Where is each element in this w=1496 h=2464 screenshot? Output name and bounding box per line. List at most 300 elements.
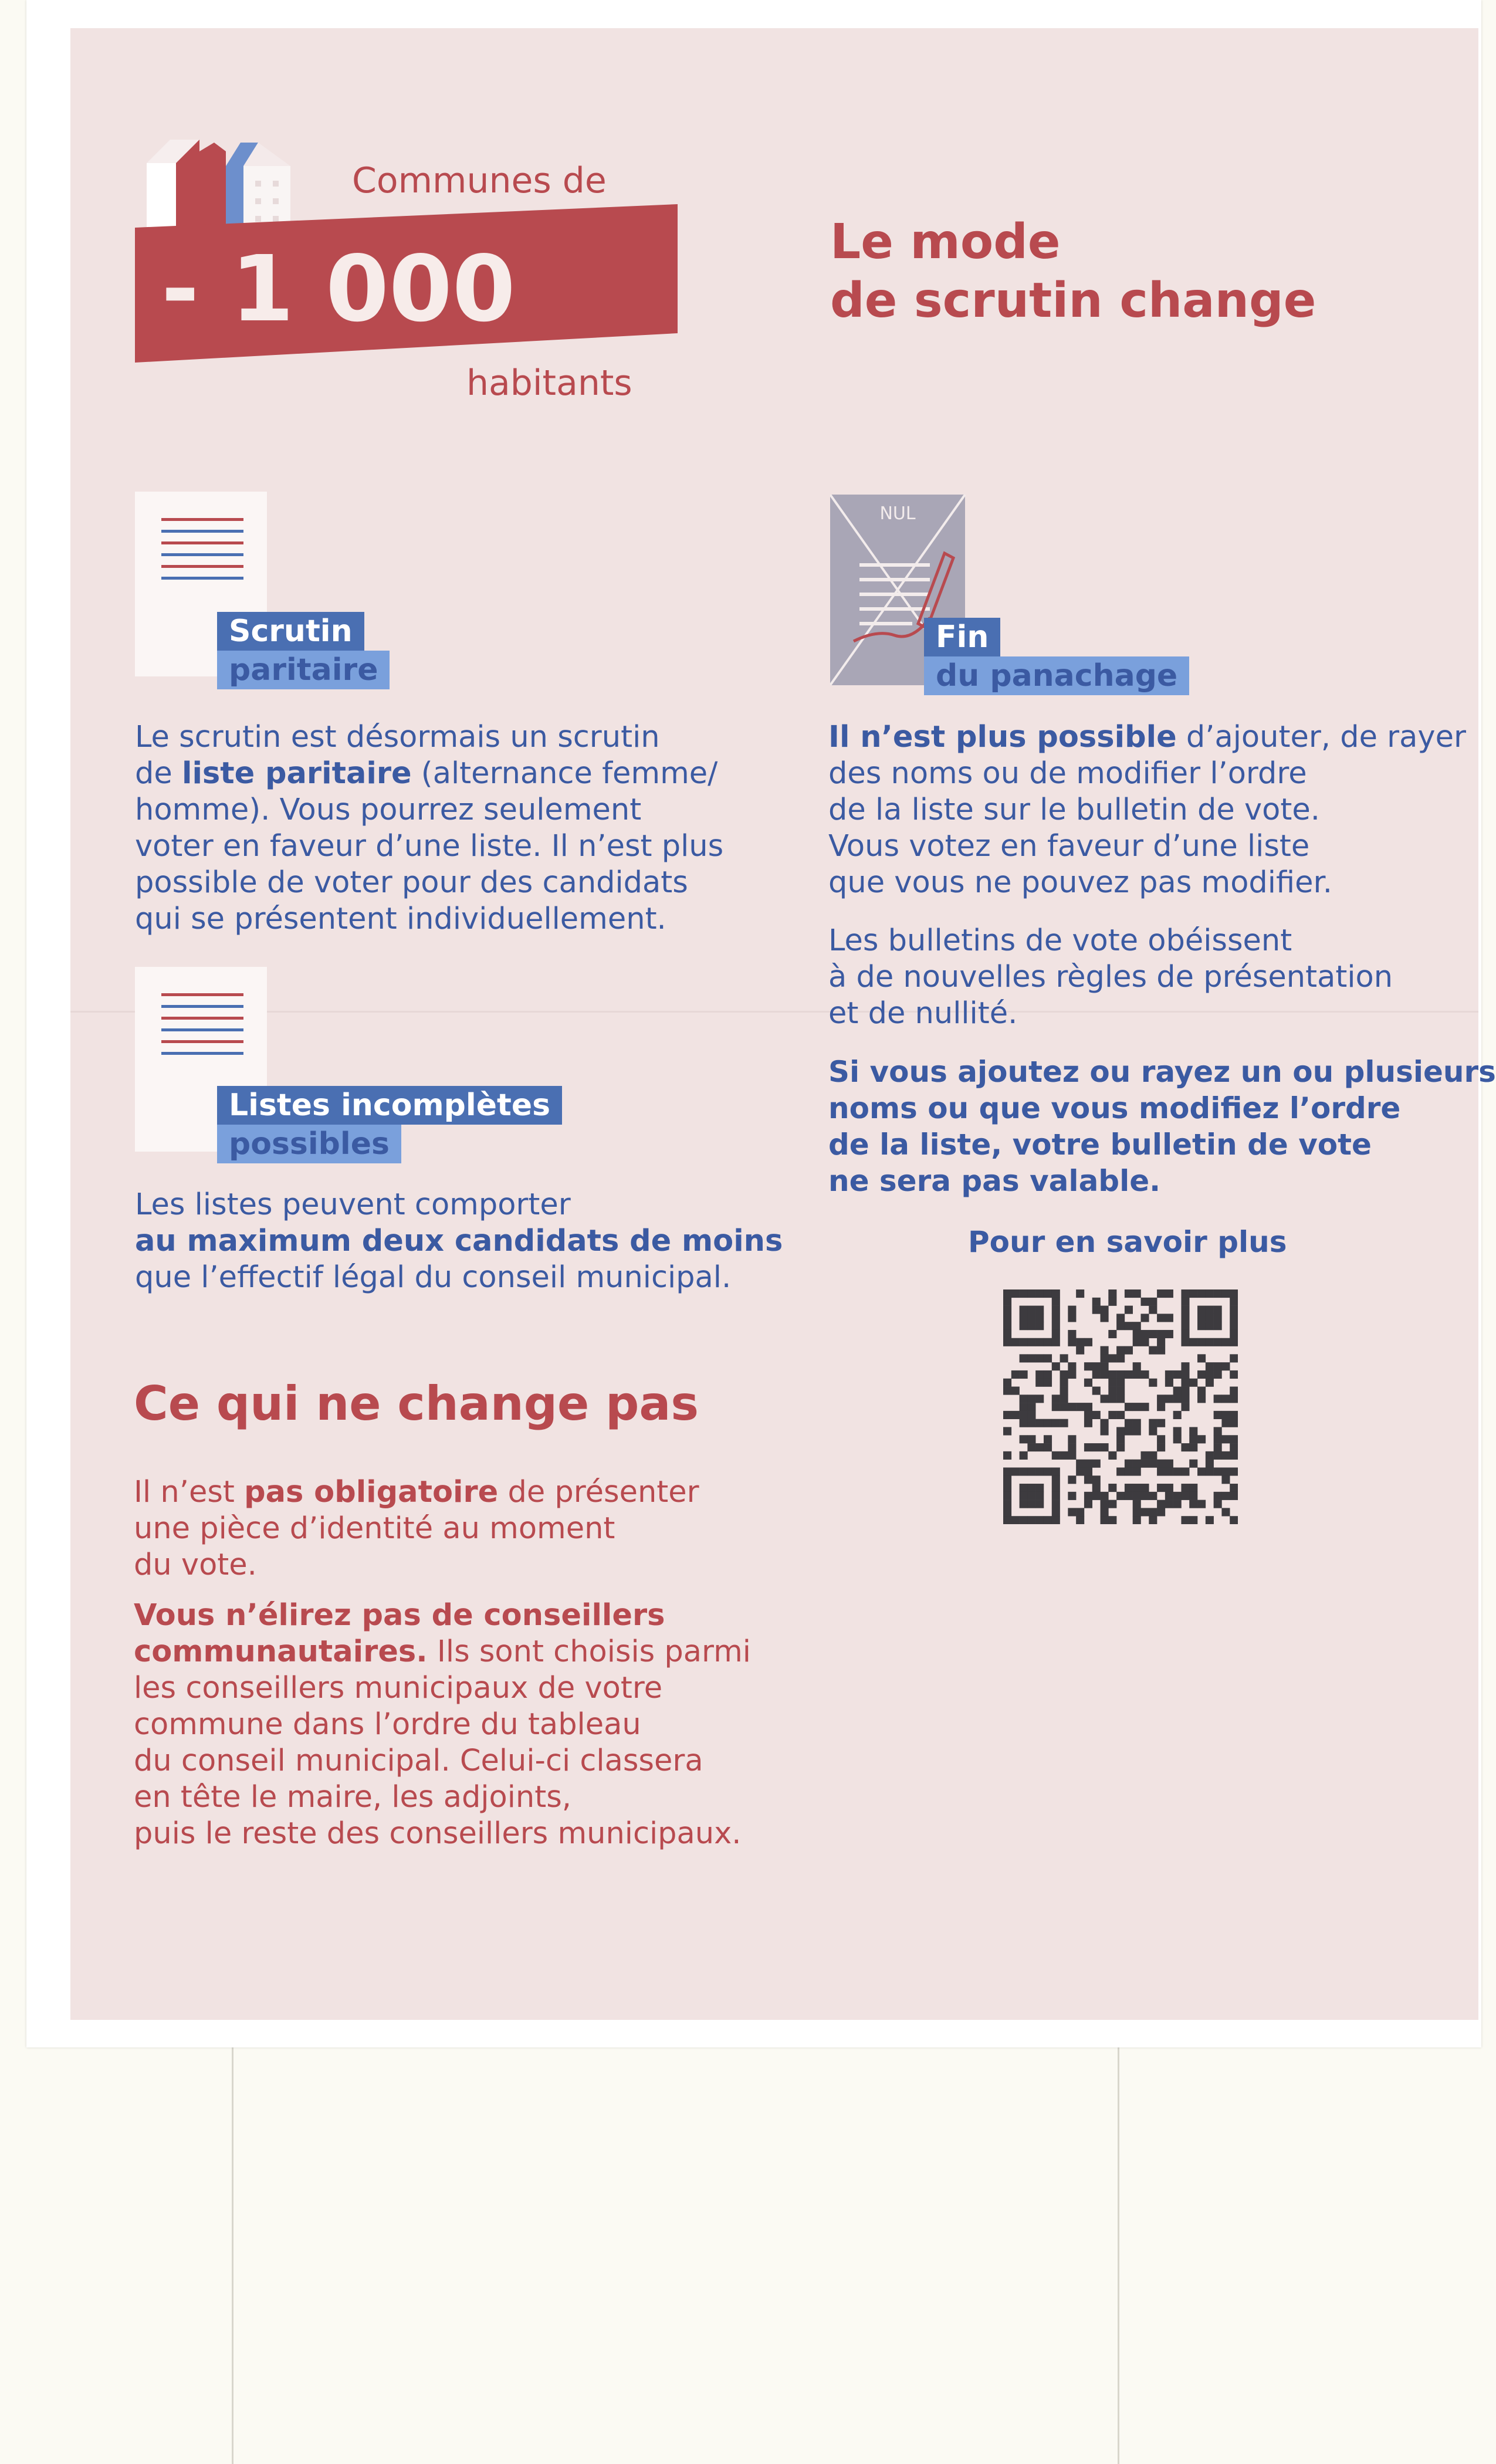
- qr-module: [1052, 1330, 1060, 1338]
- qr-module: [1027, 1306, 1035, 1314]
- qr-module: [1068, 1362, 1076, 1370]
- qr-module: [1116, 1411, 1125, 1419]
- qr-module: [1230, 1516, 1238, 1524]
- text-line: [134, 1743, 751, 1779]
- text-run: les conseillers municipaux de votre: [134, 1671, 663, 1705]
- qr-module: [1101, 1443, 1109, 1451]
- qr-module: [1140, 1338, 1149, 1346]
- qr-module: [1149, 1330, 1157, 1338]
- qr-module: [1003, 1492, 1011, 1500]
- qr-module: [1173, 1500, 1182, 1508]
- qr-module: [1125, 1346, 1133, 1355]
- text-run: de la liste sur le bulletin de vote.: [828, 793, 1320, 827]
- text-line: [828, 1090, 1496, 1126]
- qr-module: [1206, 1451, 1214, 1460]
- qr-module: [1133, 1370, 1141, 1379]
- qr-module: [1052, 1492, 1060, 1500]
- qr-module: [1221, 1508, 1230, 1516]
- qr-module: [1027, 1492, 1035, 1500]
- qr-module: [1206, 1516, 1214, 1524]
- qr-module: [1044, 1354, 1052, 1362]
- qr-module: [1140, 1370, 1149, 1379]
- qr-module: [1230, 1411, 1238, 1419]
- text-line: [828, 756, 1466, 792]
- qr-module: [1027, 1338, 1035, 1346]
- qr-module: [1165, 1330, 1173, 1338]
- qr-module: [1125, 1322, 1133, 1330]
- badge-scrutin: Scrutin: [217, 612, 364, 651]
- header-prefix: Communes de: [352, 160, 607, 201]
- qr-module: [1020, 1354, 1028, 1362]
- qr-module: [1027, 1354, 1035, 1362]
- qr-module: [1020, 1338, 1028, 1346]
- qr-module: [1108, 1516, 1116, 1524]
- qr-module: [1125, 1289, 1133, 1298]
- qr-module: [1181, 1387, 1189, 1395]
- qr-module: [1084, 1492, 1092, 1500]
- qr-module: [1197, 1387, 1206, 1395]
- qr-module: [1157, 1289, 1165, 1298]
- text-run: communautaires.: [134, 1634, 428, 1669]
- text-run: puis le reste des conseillers municipaux.: [134, 1816, 742, 1851]
- qr-module: [1125, 1460, 1133, 1468]
- qr-module: [1044, 1419, 1052, 1427]
- panachage-para-3: [828, 1054, 1496, 1199]
- qr-module: [1052, 1314, 1060, 1322]
- text-line: [828, 792, 1466, 828]
- qr-module: [1027, 1500, 1035, 1508]
- qr-module: [1206, 1314, 1214, 1322]
- qr-module: [1116, 1322, 1125, 1330]
- text-run: qui se présentent individuellement.: [135, 902, 666, 936]
- qr-module: [1027, 1419, 1035, 1427]
- qr-module: [1221, 1338, 1230, 1346]
- qr-module: [1003, 1314, 1011, 1322]
- qr-module: [1189, 1379, 1197, 1387]
- text-run: commune dans l’ordre du tableau: [134, 1707, 641, 1742]
- qr-module: [1133, 1289, 1141, 1298]
- more-info-label: Pour en savoir plus: [968, 1225, 1287, 1259]
- unchanged-heading: Ce qui ne change pas: [134, 1376, 699, 1431]
- text-line: [134, 1707, 751, 1743]
- qr-module: [1044, 1443, 1052, 1451]
- qr-module: [1076, 1289, 1084, 1298]
- qr-module: [1011, 1387, 1020, 1395]
- text-line: [134, 1474, 699, 1511]
- qr-module: [1003, 1330, 1011, 1338]
- qr-module: [1181, 1289, 1189, 1298]
- qr-module: [1189, 1443, 1197, 1451]
- qr-module: [1181, 1298, 1189, 1306]
- qr-module: [1221, 1289, 1230, 1298]
- text-run: Vous votez en faveur d’une liste: [828, 829, 1310, 864]
- qr-module: [1165, 1484, 1173, 1492]
- qr-module: [1068, 1492, 1076, 1500]
- qr-module: [1108, 1395, 1116, 1403]
- qr-module: [1092, 1460, 1101, 1468]
- text-run: en tête le maire, les adjoints,: [134, 1780, 571, 1815]
- qr-module: [1035, 1289, 1044, 1298]
- qr-module: [1181, 1306, 1189, 1314]
- text-run: Les listes peuvent comporter: [135, 1187, 571, 1222]
- unchanged-para-1: [134, 1474, 699, 1583]
- text-run: au maximum deux candidats de moins: [135, 1224, 783, 1258]
- qr-module: [1084, 1403, 1092, 1411]
- qr-module: [1084, 1379, 1092, 1387]
- qr-module: [1214, 1500, 1222, 1508]
- qr-module: [1011, 1338, 1020, 1346]
- qr-module: [1230, 1298, 1238, 1306]
- qr-module: [1140, 1508, 1149, 1516]
- text-line: [828, 1163, 1496, 1199]
- qr-module: [1133, 1484, 1141, 1492]
- qr-module: [1020, 1289, 1028, 1298]
- qr-module: [1221, 1419, 1230, 1427]
- qr-module: [1140, 1314, 1149, 1322]
- header-number: - 1 000: [161, 236, 516, 342]
- qr-module: [1052, 1395, 1060, 1403]
- qr-module: [1197, 1314, 1206, 1322]
- qr-module: [1052, 1516, 1060, 1524]
- text-run: liste paritaire: [181, 756, 412, 791]
- qr-module: [1108, 1484, 1116, 1492]
- qr-module: [1068, 1403, 1076, 1411]
- text-run: Il n’est plus possible: [828, 720, 1177, 754]
- leaflet-panel: [70, 28, 1496, 2020]
- qr-module: [1108, 1379, 1116, 1387]
- qr-module: [1035, 1500, 1044, 1508]
- qr-module: [1133, 1338, 1141, 1346]
- qr-module: [1140, 1298, 1149, 1306]
- qr-module: [1068, 1314, 1076, 1322]
- qr-module: [1125, 1370, 1133, 1379]
- qr-module: [1133, 1508, 1141, 1516]
- qr-module: [1027, 1314, 1035, 1322]
- qr-module: [1011, 1289, 1020, 1298]
- qr-module: [1101, 1508, 1109, 1516]
- qr-module: [1092, 1492, 1101, 1500]
- text-line: [135, 1260, 783, 1296]
- text-run: Il n’est: [134, 1475, 245, 1509]
- qr-module: [1197, 1395, 1206, 1403]
- qr-module: [1027, 1289, 1035, 1298]
- qr-module: [1084, 1467, 1092, 1475]
- text-line: [134, 1816, 751, 1852]
- qr-module: [1020, 1451, 1028, 1460]
- qr-module: [1076, 1346, 1084, 1355]
- qr-module: [1165, 1460, 1173, 1468]
- qr-module: [1068, 1435, 1076, 1443]
- text-run: ne sera pas valable.: [828, 1164, 1161, 1198]
- qr-module: [1173, 1395, 1182, 1403]
- qr-module: [1116, 1435, 1125, 1443]
- qr-module: [1003, 1500, 1011, 1508]
- qr-module: [1101, 1354, 1109, 1362]
- qr-module: [1214, 1411, 1222, 1419]
- qr-module: [1189, 1427, 1197, 1435]
- qr-module: [1101, 1419, 1109, 1427]
- qr-module: [1035, 1306, 1044, 1314]
- qr-module: [1221, 1435, 1230, 1443]
- qr-module: [1116, 1379, 1125, 1387]
- qr-module: [1101, 1346, 1109, 1355]
- qr-module: [1052, 1475, 1060, 1484]
- text-line: [135, 901, 723, 937]
- qr-module: [1060, 1370, 1068, 1379]
- qr-module: [1035, 1322, 1044, 1330]
- qr-module: [1020, 1411, 1028, 1419]
- qr-module: [1020, 1403, 1028, 1411]
- qr-module: [1214, 1306, 1222, 1314]
- qr-module: [1133, 1500, 1141, 1508]
- qr-module: [1230, 1443, 1238, 1451]
- qr-module: [1189, 1484, 1197, 1492]
- qr-module: [1108, 1451, 1116, 1460]
- qr-module: [1133, 1330, 1141, 1338]
- qr-module: [1044, 1289, 1052, 1298]
- qr-module: [1052, 1306, 1060, 1314]
- qr-module: [1116, 1492, 1125, 1500]
- badge-listes: Listes incomplètes: [217, 1086, 562, 1125]
- qr-module: [1173, 1411, 1182, 1419]
- text-line: [828, 1054, 1496, 1090]
- qr-module: [1076, 1403, 1084, 1411]
- qr-module: [1044, 1370, 1052, 1379]
- badge-fin: Fin: [924, 618, 1000, 656]
- qr-module: [1092, 1306, 1101, 1314]
- qr-module: [1197, 1322, 1206, 1330]
- qr-module: [1165, 1500, 1173, 1508]
- text-run: et de nullité.: [828, 996, 1018, 1031]
- qr-module: [1108, 1370, 1116, 1379]
- qr-module: [1133, 1492, 1141, 1500]
- panachage-para-2: [828, 923, 1393, 1032]
- qr-module: [1181, 1516, 1189, 1524]
- qr-module: [1068, 1370, 1076, 1379]
- qr-module: [1197, 1306, 1206, 1314]
- qr-module: [1027, 1443, 1035, 1451]
- qr-module: [1221, 1467, 1230, 1475]
- text-run: à de nouvelles règles de présentation: [828, 960, 1393, 994]
- text-line: [828, 865, 1466, 901]
- qr-module: [1125, 1427, 1133, 1435]
- qr-module: [1173, 1435, 1182, 1443]
- text-line: [134, 1670, 751, 1707]
- qr-module: [1003, 1298, 1011, 1306]
- qr-module: [1230, 1354, 1238, 1362]
- qr-module: [1068, 1443, 1076, 1451]
- qr-module: [1052, 1419, 1060, 1427]
- qr-module: [1084, 1443, 1092, 1451]
- qr-module: [1197, 1500, 1206, 1508]
- qr-module: [1230, 1492, 1238, 1500]
- text-line: [135, 1187, 783, 1223]
- qr-module: [1140, 1484, 1149, 1492]
- qr-module: [1003, 1427, 1011, 1435]
- qr-module: [1133, 1362, 1141, 1370]
- qr-module: [1181, 1395, 1189, 1403]
- qr-module: [1092, 1475, 1101, 1484]
- text-run: de la liste, votre bulletin de vote: [828, 1128, 1372, 1162]
- qr-module: [1230, 1451, 1238, 1460]
- text-line: [828, 1126, 1496, 1163]
- text-run: pas obligatoire: [244, 1475, 499, 1509]
- qr-module: [1173, 1387, 1182, 1395]
- qr-module: [1189, 1289, 1197, 1298]
- qr-module: [1181, 1484, 1189, 1492]
- qr-module: [1052, 1484, 1060, 1492]
- qr-module: [1027, 1467, 1035, 1475]
- text-line: [134, 1547, 699, 1583]
- qr-module: [1149, 1298, 1157, 1306]
- qr-module: [1003, 1451, 1011, 1460]
- qr-module: [1101, 1314, 1109, 1322]
- qr-module: [1052, 1289, 1060, 1298]
- text-line: [134, 1779, 751, 1816]
- qr-module: [1189, 1492, 1197, 1500]
- qr-module: [1044, 1435, 1052, 1443]
- qr-module: [1149, 1419, 1157, 1427]
- qr-module: [1092, 1370, 1101, 1379]
- qr-module: [1157, 1460, 1165, 1468]
- qr-module: [1003, 1322, 1011, 1330]
- text-run: Les bulletins de vote obéissent: [828, 923, 1292, 958]
- qr-module: [1020, 1467, 1028, 1475]
- qr-module: [1020, 1500, 1028, 1508]
- qr-module: [1084, 1362, 1092, 1370]
- qr-module: [1149, 1516, 1157, 1524]
- qr-module: [1003, 1289, 1011, 1298]
- qr-module: [1011, 1516, 1020, 1524]
- qr-module: [1052, 1467, 1060, 1475]
- qr-module: [1060, 1379, 1068, 1387]
- qr-module: [1101, 1492, 1109, 1500]
- qr-module: [1157, 1314, 1165, 1322]
- qr-module: [1157, 1338, 1165, 1346]
- qr-module: [1214, 1289, 1222, 1298]
- qr-module: [1060, 1395, 1068, 1403]
- qr-module: [1068, 1451, 1076, 1460]
- qr-module: [1157, 1435, 1165, 1443]
- qr-module: [1052, 1403, 1060, 1411]
- qr-module: [1044, 1467, 1052, 1475]
- text-line: [134, 1634, 751, 1670]
- qr-module: [1230, 1330, 1238, 1338]
- qr-module: [1116, 1467, 1125, 1475]
- qr-module: [1068, 1306, 1076, 1314]
- qr-module: [1181, 1403, 1189, 1411]
- text-run: une pièce d’identité au moment: [134, 1511, 615, 1546]
- qr-module: [1214, 1322, 1222, 1330]
- qr-module: [1020, 1435, 1028, 1443]
- panachage-para-1: [828, 719, 1466, 901]
- qr-module: [1003, 1338, 1011, 1346]
- text-run: d’ajouter, de rayer: [1176, 720, 1466, 754]
- qr-module: [1052, 1508, 1060, 1516]
- qr-module: [1157, 1330, 1165, 1338]
- qr-module: [1052, 1298, 1060, 1306]
- page-title: Le mode de scrutin change: [830, 214, 1316, 329]
- text-line: [135, 719, 723, 756]
- qr-module: [1214, 1492, 1222, 1500]
- text-line: [134, 1511, 699, 1547]
- qr-module: [1125, 1419, 1133, 1427]
- qr-module: [1197, 1338, 1206, 1346]
- qr-module: [1116, 1387, 1125, 1395]
- qr-module: [1133, 1403, 1141, 1411]
- qr-module: [1011, 1370, 1020, 1379]
- qr-module: [1052, 1322, 1060, 1330]
- qr-module: [1197, 1435, 1206, 1443]
- qr-module: [1197, 1354, 1206, 1362]
- qr-code[interactable]: [1003, 1289, 1238, 1524]
- qr-module: [1011, 1467, 1020, 1475]
- qr-module: [1092, 1298, 1101, 1306]
- qr-module: [1084, 1460, 1092, 1468]
- qr-module: [1020, 1306, 1028, 1314]
- qr-module: [1020, 1395, 1028, 1403]
- qr-module: [1181, 1370, 1189, 1379]
- text-line: [828, 996, 1393, 1032]
- qr-module: [1027, 1322, 1035, 1330]
- qr-module: [1108, 1411, 1116, 1419]
- qr-module: [1003, 1379, 1011, 1387]
- qr-module: [1116, 1395, 1125, 1403]
- qr-module: [1035, 1443, 1044, 1451]
- qr-module: [1101, 1427, 1109, 1435]
- header-suffix: habitants: [466, 363, 632, 404]
- qr-module: [1068, 1508, 1076, 1516]
- qr-module: [1230, 1395, 1238, 1403]
- qr-module: [1181, 1467, 1189, 1475]
- qr-module: [1140, 1460, 1149, 1468]
- text-line: [135, 792, 723, 828]
- qr-module: [1165, 1395, 1173, 1403]
- qr-module: [1027, 1484, 1035, 1492]
- qr-module: [1076, 1338, 1084, 1346]
- qr-module: [1197, 1370, 1206, 1379]
- qr-module: [1189, 1500, 1197, 1508]
- qr-module: [1035, 1467, 1044, 1475]
- qr-module: [1149, 1427, 1157, 1435]
- qr-module: [1108, 1298, 1116, 1306]
- qr-module: [1035, 1516, 1044, 1524]
- qr-module: [1003, 1484, 1011, 1492]
- qr-module: [1214, 1338, 1222, 1346]
- badge-paritaire: paritaire: [217, 651, 390, 689]
- text-line: [828, 923, 1393, 959]
- qr-module: [1206, 1370, 1214, 1379]
- qr-module: [1020, 1314, 1028, 1322]
- qr-module: [1068, 1338, 1076, 1346]
- qr-module: [1197, 1289, 1206, 1298]
- qr-module: [1052, 1362, 1060, 1370]
- badge-possibles: possibles: [217, 1125, 401, 1163]
- qr-module: [1027, 1435, 1035, 1443]
- qr-module: [1020, 1322, 1028, 1330]
- qr-module: [1108, 1500, 1116, 1508]
- qr-module: [1035, 1395, 1044, 1403]
- qr-module: [1084, 1419, 1092, 1427]
- qr-module: [1214, 1443, 1222, 1451]
- text-line: [828, 959, 1393, 996]
- qr-module: [1116, 1370, 1125, 1379]
- qr-module: [1214, 1435, 1222, 1443]
- qr-module: [1020, 1370, 1028, 1379]
- qr-module: [1108, 1354, 1116, 1362]
- qr-module: [1206, 1322, 1214, 1330]
- qr-module: [1206, 1467, 1214, 1475]
